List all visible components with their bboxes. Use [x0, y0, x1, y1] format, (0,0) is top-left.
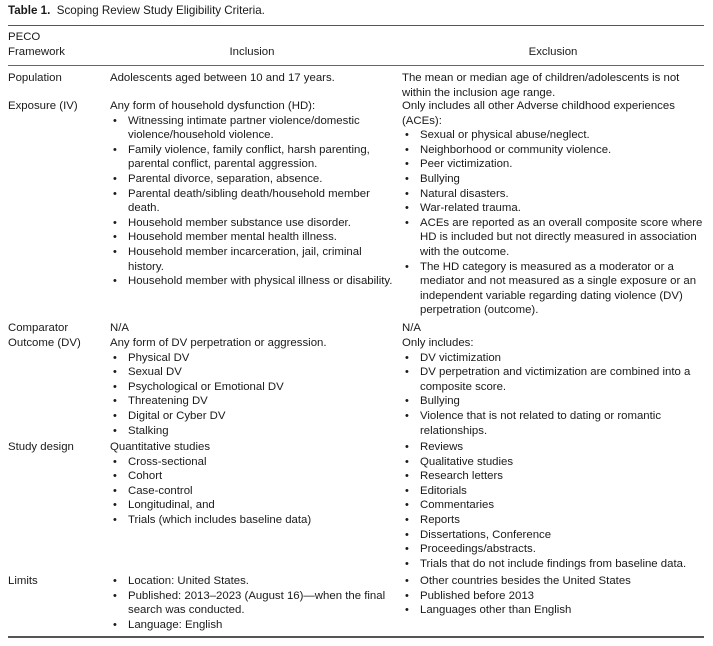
outcome-exclusion-list	[402, 351, 704, 439]
list-item: • Digital or Cyber DV	[110, 409, 398, 424]
list-item: • Dissertations, Conference	[402, 528, 704, 543]
list-item: • The HD category is measured as a moderator or a mediator and not measured as a single exposure or an independent variable regarding dating violence (DV) perpetration (outcome).	[402, 260, 704, 318]
list-item: • Parental death/sibling death/household member death.	[110, 187, 398, 216]
bottom-rule	[8, 636, 704, 638]
outcome-exclusion-intro: Only includes:	[402, 337, 474, 349]
table-label: Table 1.	[8, 4, 51, 17]
list-item: • Threatening DV	[110, 394, 398, 409]
study-design-inclusion-intro: Quantitative studies	[110, 441, 211, 453]
study-design-exclusion	[402, 440, 704, 571]
study-design-inclusion	[110, 440, 398, 528]
comparator-inclusion: N/A	[110, 322, 129, 334]
list-item: • Languages other than English	[402, 603, 704, 618]
list-item: • Bullying	[402, 172, 704, 187]
population-inclusion: Adolescents aged between 10 and 17 years.	[110, 72, 335, 84]
list-item: • Natural disasters.	[402, 187, 704, 202]
list-item: • Reviews	[402, 440, 704, 455]
outcome-exclusion	[402, 336, 704, 438]
header-inclusion: Inclusion	[229, 46, 275, 58]
exposure-exclusion	[402, 99, 704, 318]
exposure-exclusion-intro: Only includes all other Adverse childhood experiences (ACEs):	[402, 100, 675, 127]
row-label-population: Population	[8, 72, 62, 84]
list-item: • Proceedings/abstracts.	[402, 542, 704, 557]
list-item: • Trials that do not include findings from baseline data.	[402, 557, 704, 572]
list-item: • Reports	[402, 513, 704, 528]
list-item: • Household member incarceration, jail, criminal history.	[110, 245, 398, 274]
list-item: • Location: United States.	[110, 574, 398, 589]
list-item: • Stalking	[110, 424, 398, 439]
list-item: • Physical DV	[110, 351, 398, 366]
limits-exclusion-list	[402, 574, 704, 618]
outcome-inclusion	[110, 336, 398, 438]
comparator-exclusion: N/A	[402, 322, 421, 334]
list-item: • Peer victimization.	[402, 157, 704, 172]
header-exclusion: Exclusion	[528, 46, 578, 58]
list-item: • Cohort	[110, 469, 398, 484]
list-item: • Research letters	[402, 469, 704, 484]
limits-inclusion-list	[110, 574, 398, 632]
row-label-outcome: Outcome (DV)	[8, 337, 81, 349]
list-item: • Case-control	[110, 484, 398, 499]
list-item: • Published before 2013	[402, 589, 704, 604]
list-item: • Neighborhood or community violence.	[402, 143, 704, 158]
limits-inclusion	[110, 574, 398, 632]
row-label-limits: Limits	[8, 575, 38, 587]
list-item: • ACEs are reported as an overall composite score where HD is included but not directly measured in association with the outcome.	[402, 216, 704, 260]
limits-exclusion	[402, 574, 704, 618]
study-design-inclusion-list	[110, 455, 398, 528]
list-item: • Family violence, family conflict, harsh parenting, parental conflict, parental aggression.	[110, 143, 398, 172]
exposure-inclusion-intro: Any form of household dysfunction (HD):	[110, 100, 316, 112]
row-label-exposure: Exposure (IV)	[8, 100, 78, 112]
list-item: • Longitudinal, and	[110, 498, 398, 513]
table-title: Scoping Review Study Eligibility Criteria.	[56, 4, 265, 17]
list-item: • Witnessing intimate partner violence/domestic violence/household violence.	[110, 114, 398, 143]
list-item: • Sexual DV	[110, 365, 398, 380]
list-item: • DV victimization	[402, 351, 704, 366]
list-item: • Language: English	[110, 618, 398, 633]
row-label-comparator: Comparator	[8, 322, 69, 334]
list-item: • Qualitative studies	[402, 455, 704, 470]
list-item: • Published: 2013–2023 (August 16)—when the final search was conducted.	[110, 589, 398, 618]
list-item: • War-related trauma.	[402, 201, 704, 216]
population-exclusion: The mean or median age of children/adolescents is not within the inclusion age range.	[402, 72, 680, 99]
list-item: • Sexual or physical abuse/neglect.	[402, 128, 704, 143]
list-item: • Trials (which includes baseline data)	[110, 513, 398, 528]
exposure-inclusion-list	[110, 114, 398, 289]
list-item: • Editorials	[402, 484, 704, 499]
list-item: • Violence that is not related to dating or romantic relationships.	[402, 409, 704, 438]
header-framework: Framework	[8, 45, 65, 58]
list-item: • Household member mental health illness.	[110, 230, 398, 245]
exposure-exclusion-list	[402, 128, 704, 318]
list-item: • Cross-sectional	[110, 455, 398, 470]
list-item: • Household member substance use disorder.	[110, 216, 398, 231]
header-rule	[8, 65, 704, 66]
header-peco: PECO	[8, 31, 41, 43]
top-rule	[8, 25, 704, 26]
list-item: • Parental divorce, separation, absence.	[110, 172, 398, 187]
list-item: • Bullying	[402, 394, 704, 409]
list-item: • Psychological or Emotional DV	[110, 380, 398, 395]
list-item: • Household member with physical illness or disability.	[110, 274, 398, 289]
list-item: • Other countries besides the United States	[402, 574, 704, 589]
outcome-inclusion-list	[110, 351, 398, 439]
header-peco-framework	[8, 30, 104, 59]
exposure-inclusion	[110, 99, 398, 289]
table-caption	[8, 4, 265, 19]
list-item: • DV perpetration and victimization are combined into a composite score.	[402, 365, 704, 394]
outcome-inclusion-intro: Any form of DV perpetration or aggression.	[110, 337, 327, 349]
study-design-exclusion-list	[402, 440, 704, 571]
list-item: • Commentaries	[402, 498, 704, 513]
row-label-study-design: Study design	[8, 441, 74, 453]
